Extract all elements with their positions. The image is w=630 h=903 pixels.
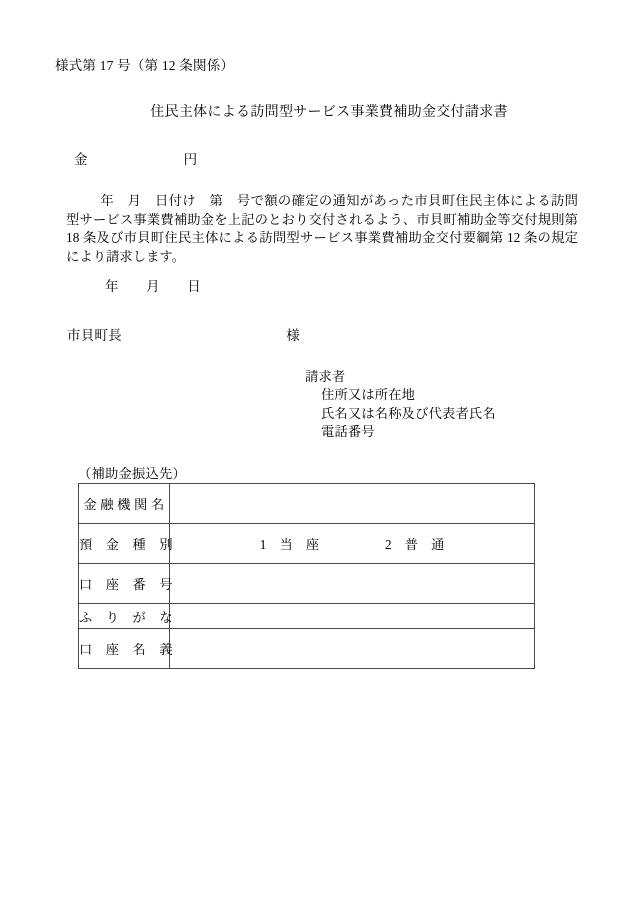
- table-row: [79, 629, 535, 669]
- applicant-name-label: 氏名又は名称及び代表者氏名: [321, 405, 496, 421]
- row-value-account-number[interactable]: [170, 564, 535, 604]
- applicant-heading: 請求者: [305, 369, 346, 384]
- row-label-account-number: 口 座 番 号: [79, 564, 170, 604]
- body-paragraph: [66, 192, 578, 266]
- row-label-financial-institution: 金 融 機 関 名: [79, 484, 170, 524]
- applicant-block: [305, 368, 496, 442]
- submission-date-line: 年 月 日: [105, 279, 201, 294]
- addressee-line: 市貝町長 様: [67, 328, 300, 343]
- bank-account-table: [78, 483, 535, 669]
- row-value-financial-institution[interactable]: [170, 484, 535, 524]
- amount-line: 金 円: [74, 152, 198, 167]
- applicant-phone-label: 電話番号: [321, 424, 375, 440]
- form-number: 様式第 17 号（第 12 条関係）: [55, 58, 235, 73]
- body-paragraph-text: 年 月 日付け 第 号で額の確定の通知があった市貝町住民主体による訪問型サービス事業費補助金を上記のとおり交付されるよう、市貝町補助金等交付規則第 18 条及び市貝町住民主体による訪問型サービス事業費補助金交付要綱第 12 条の規定により請求します。: [66, 193, 578, 264]
- row-label-deposit-type: 預 金 種 別: [79, 524, 170, 564]
- page-title: 住民主体による訪問型サービス事業費補助金交付請求書: [150, 105, 508, 120]
- row-value-account-holder[interactable]: [170, 629, 535, 669]
- table-row: [79, 524, 535, 564]
- row-label-furigana: ふ り が な: [79, 604, 170, 629]
- applicant-address-label: 住所又は所在地: [321, 387, 416, 403]
- row-label-account-holder: 口 座 名 義: [79, 629, 170, 669]
- table-row: [79, 604, 535, 629]
- row-value-furigana[interactable]: [170, 604, 535, 629]
- table-row: [79, 484, 535, 524]
- bank-transfer-caption: （補助金振込先）: [78, 466, 186, 481]
- row-value-deposit-type[interactable]: 1 当 座 2 普 通: [170, 524, 535, 564]
- table-row: [79, 564, 535, 604]
